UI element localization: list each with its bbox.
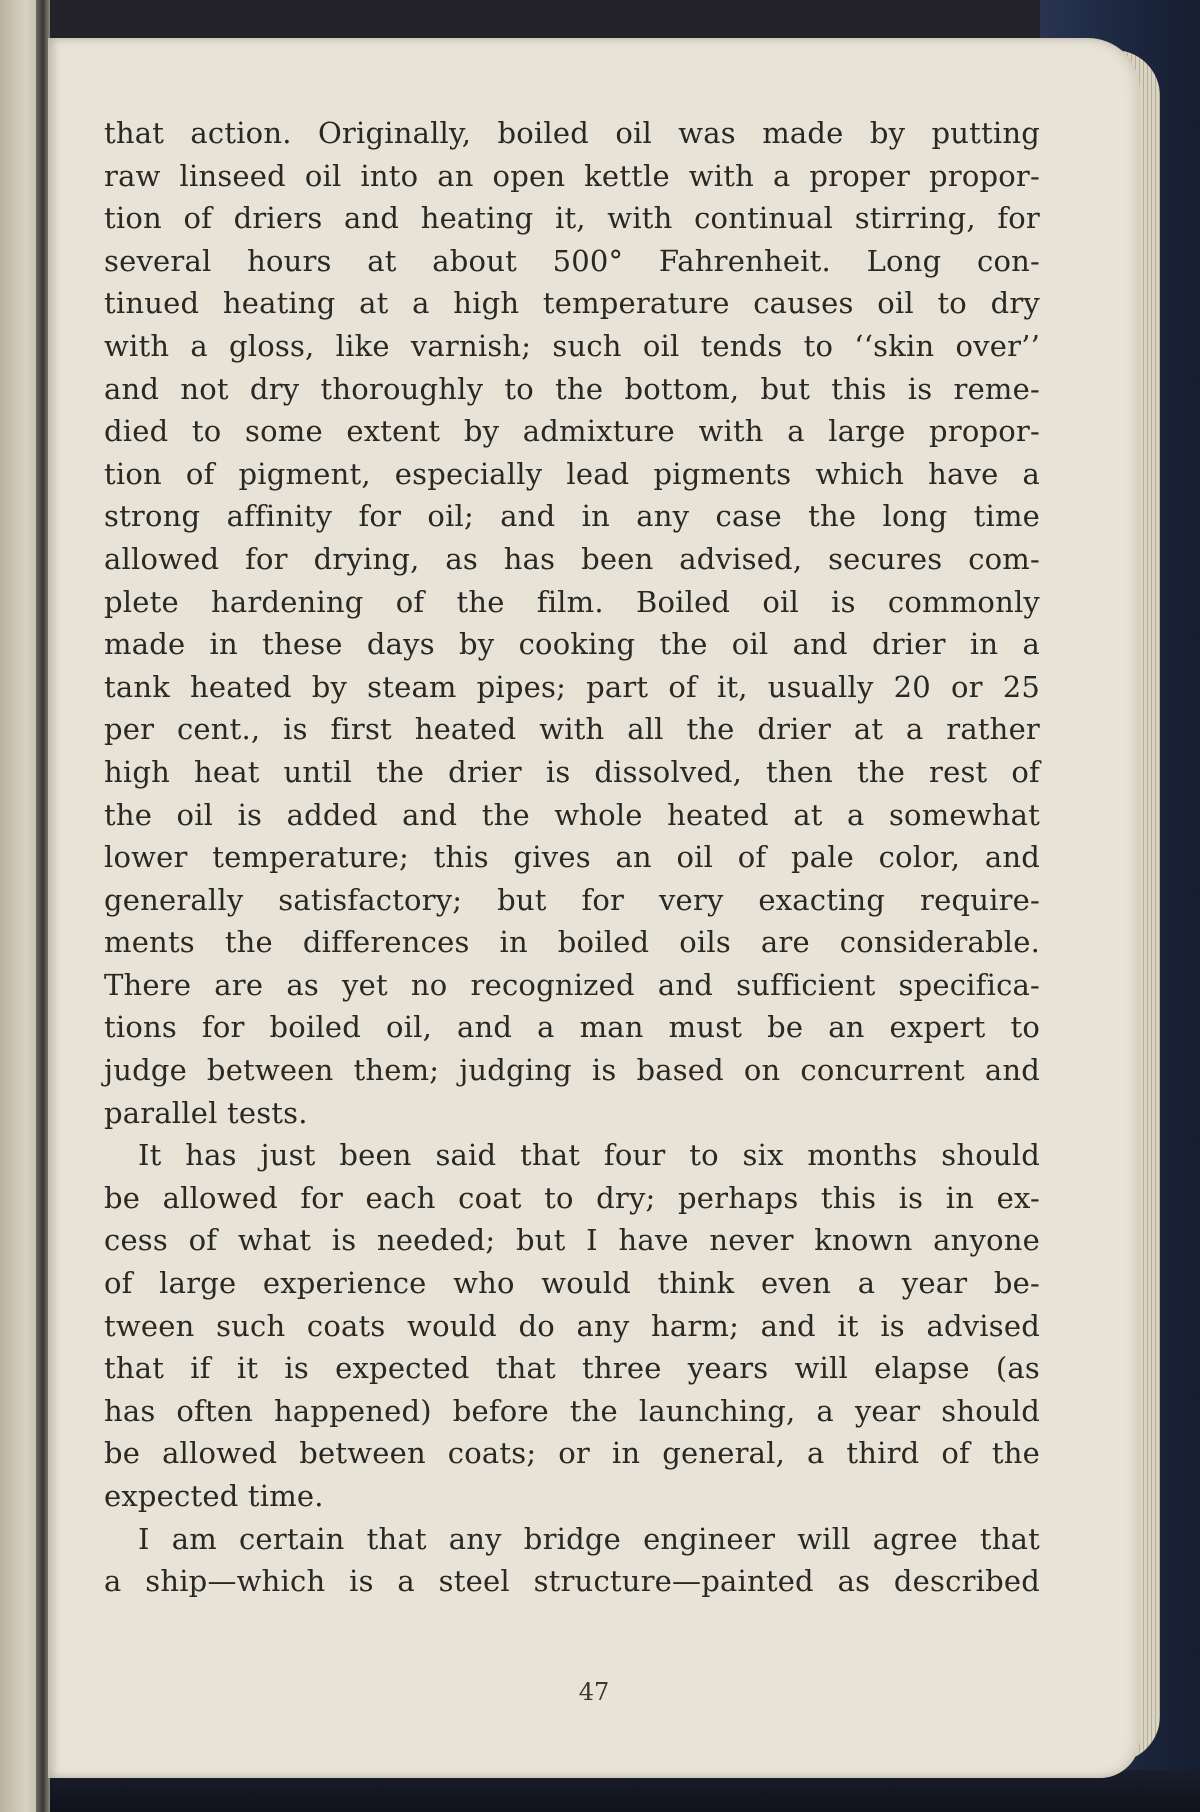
book-page [48,38,1140,1778]
text-line: tion of driers and heating it, with continual stirring, for [104,201,1040,236]
text-line: tions for boiled oil, and a man must be an expert to [104,1010,1040,1045]
text-line: of large experience who would think even a year be- [104,1266,1040,1301]
text-line: a ship—which is a steel structure—painted as described [104,1564,1040,1599]
text-line: generally satisfactory; but for very exacting require- [104,882,1040,917]
text-line: tank heated by steam pipes; part of it, usually 20 or 25 [104,669,1040,704]
text-line: ments the differences in boiled oils are considerable. [104,925,1040,960]
text-line: judge between them; judging is based on concurrent and [104,1053,1040,1088]
text-line: parallel tests. [104,1095,308,1130]
text-line: cess of what is needed; but I have never known anyone [104,1223,1040,1258]
body-text [104,112,1040,1603]
text-line: died to some extent by admixture with a large propor- [104,414,1040,449]
text-line: tween such coats would do any harm; and it is advised [104,1308,1040,1343]
text-line: made in these days by cooking the oil and drier in a [104,627,1040,662]
text-line: There are as yet no recognized and sufficient specifica- [104,967,1040,1002]
text-line: tion of pigment, especially lead pigments which have a [104,456,1040,491]
text-line: with a gloss, like varnish; such oil tends to ‘‘skin over’’ [104,328,1040,363]
text-line: plete hardening of the film. Boiled oil is commonly [104,584,1040,619]
text-line: lower temperature; this gives an oil of pale color, and [104,840,1040,875]
text-line: tinued heating at a high temperature causes oil to dry [104,286,1040,321]
text-line: has often happened) before the launching, a year should [104,1393,1040,1428]
text-line: be allowed between coats; or in general, a third of the [104,1436,1040,1471]
text-line: I am certain that any bridge engineer will agree that [138,1521,1040,1556]
text-line: that action. Originally, boiled oil was made by putting [104,116,1040,150]
text-line: raw linseed oil into an open kettle with a proper propor- [104,158,1040,193]
text-line: allowed for drying, as has been advised, secures com- [104,541,1040,576]
page-number: 47 [578,1678,610,1706]
text-line: strong affinity for oil; and in any case the long time [104,499,1040,534]
text-line: per cent., is first heated with all the drier at a rather [104,712,1040,747]
text-line: be allowed for each coat to dry; perhaps this is in ex- [104,1180,1040,1215]
text-line: several hours at about 500° Fahrenheit. Long con- [104,243,1040,278]
text-line: the oil is added and the whole heated at a somewhat [104,797,1040,832]
text-line: expected time. [104,1479,324,1513]
text-line: that if it is expected that three years will elapse (as [104,1351,1040,1386]
text-line: and not dry thoroughly to the bottom, but this is reme- [104,371,1040,406]
text-line: high heat until the drier is dissolved, then the rest of [104,754,1040,789]
text-line: It has just been said that four to six months should [138,1138,1040,1173]
